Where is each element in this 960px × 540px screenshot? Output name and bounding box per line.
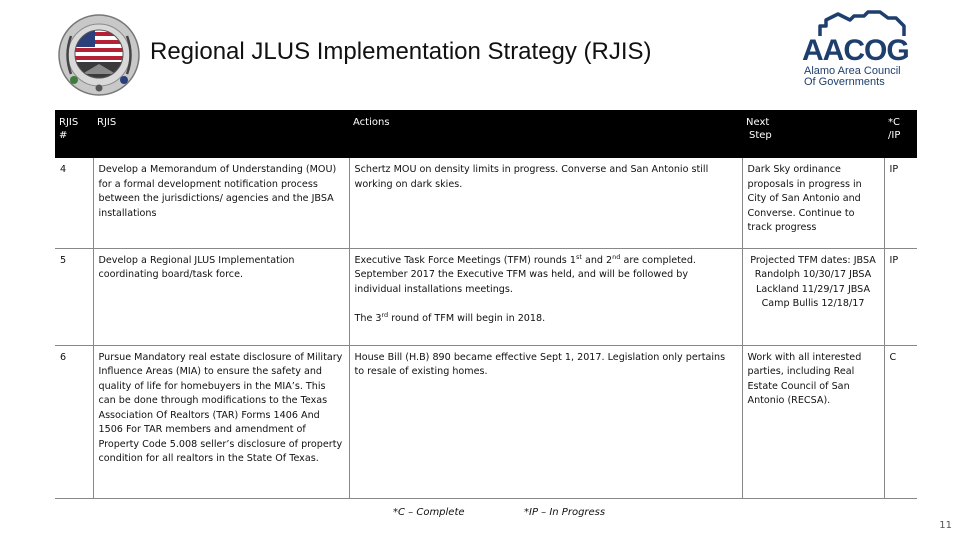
row-number: 4 (55, 158, 93, 248)
actions-paragraph-2 (354, 310, 546, 324)
footnote-complete: *C – Complete (393, 507, 465, 518)
status-value: IP (884, 158, 917, 248)
rjis-description: Pursue Mandatory real estate disclosure of Military Influence Areas (MIA) to ensure the safety and quality of life for homebuyers in the MIA’s. This can be done through modifications to the Texas Association Of Realtors (TAR) Forms 1406 And 1506 For TAR members and amendment of Property Code 5.008 seller’s disclosure of property condition for all realtors in the State Of Texas. (93, 345, 349, 498)
table-row (55, 248, 917, 345)
status-value: IP (884, 248, 917, 345)
next-step-header-line2: Step (749, 130, 772, 141)
column-header-actions: Actions (349, 110, 742, 158)
actions-paragraph-1 (354, 252, 696, 295)
status-header-line2: /IP (888, 130, 901, 141)
aacog-subtitle (804, 66, 901, 88)
ordinal-suffix: rd (381, 310, 389, 319)
next-step-text: Work with all interested parties, including Real Estate Council of San Antonio (RECSA). (742, 345, 884, 498)
aacog-logo (798, 8, 928, 88)
table-row (55, 345, 917, 498)
actions-text: House Bill (H.B) 890 became effective Sept 1, 2017. Legislation only pertains to resale of existing homes. (349, 345, 742, 498)
status-value: C (884, 345, 917, 498)
column-header-rjis-number: RJIS # (55, 110, 93, 158)
jbsa-seal-graphic (58, 14, 140, 96)
next-step-header-line1: Next (746, 117, 770, 128)
column-header-status (884, 110, 917, 158)
table-row (55, 158, 917, 248)
aacog-wordmark: AACOG (802, 34, 909, 67)
jbsa-seal-logo (58, 14, 140, 96)
row-number: 6 (55, 345, 93, 498)
status-header-line1: *C (888, 117, 900, 128)
actions-text (349, 248, 742, 345)
page-number: 11 (939, 520, 952, 531)
actions-text-part: are completed. September 2017 the Executive TFM was held, and will be followed by individual installations meetings. (354, 254, 696, 295)
ordinal-suffix: nd (612, 252, 621, 261)
rjis-description: Develop a Regional JLUS Implementation coordinating board/task force. (93, 248, 349, 345)
actions-text-part: and 2 (581, 254, 613, 266)
table-header-row (55, 110, 917, 158)
ordinal-suffix: st (575, 252, 582, 261)
next-step-text: Dark Sky ordinance proposals in progress in City of San Antonio and Converse. Continue to track progress (742, 158, 884, 248)
row-number: 5 (55, 248, 93, 345)
actions-text: Schertz MOU on density limits in progress. Converse and San Antonio still working on dark skies. (349, 158, 742, 248)
actions-text-part: round of TFM will begin in 2018. (388, 313, 546, 324)
page-title: Regional JLUS Implementation Strategy (RJIS) (150, 38, 652, 65)
column-header-rjis: RJIS (93, 110, 349, 158)
column-header-next-step (742, 110, 884, 158)
rjis-description: Develop a Memorandum of Understanding (MOU) for a formal development notification process between the jurisdictions/ agencies and the JBSA installations (93, 158, 349, 248)
footnote-in-progress: *IP – In Progress (524, 507, 606, 518)
rjis-table (55, 110, 917, 499)
actions-text-part: Executive Task Force Meetings (TFM) rounds 1 (354, 254, 576, 266)
aacog-subtitle-line1: Alamo Area Council (804, 65, 901, 77)
actions-text-part: The 3 (354, 313, 382, 324)
aacog-subtitle-line2: Of Governments (804, 76, 885, 88)
next-step-text: Projected TFM dates: JBSA Randolph 10/30/17 JBSA Lackland 11/29/17 JBSA Camp Bullis 12/18/17 (742, 248, 884, 345)
